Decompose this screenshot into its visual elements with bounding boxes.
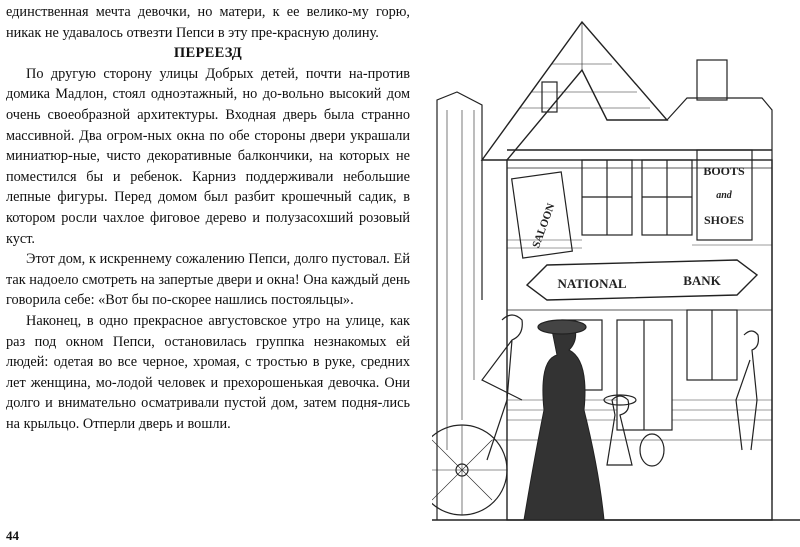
- shoes-sign-text: SHOES: [703, 213, 745, 227]
- intro-paragraph: единственная мечта девочки, но матери, к ее велико-му горю, никак не удавалось отвезти Пепси в эту пре-красную долину.: [6, 4, 410, 41]
- and-sign-text: and: [716, 190, 732, 201]
- paragraph-3: Наконец, в одно прекрасное августовское утро на улице, как раз под окном Пепси, остановилась группка незнакомых ей людей: одетая во все черное, хромая, с тростью в руке, средних лет женщина, мо-лодой человек и прехорошенькая девочка. Они долго и внимательно осматривали пустой дом, затем подня-лись на крыльцо. Отперли дверь и вошли.: [6, 312, 410, 432]
- book-text-column: [6, 2, 410, 434]
- woman-figure: [524, 321, 604, 520]
- man-figure: [482, 315, 522, 460]
- paragraph-1: По другую сторону улицы Добрых детей, почти на-против домика Мадлон, стоял одноэтажный, но до-вольно высокий дом очень своеобразной архитектуры. Входная дверь была странно массивной. Два огром-ных окна по обе стороны двери украшали миниатюр-ные, чисто декоративные балкончики, на которых не поместился бы и ребенок. Карниз поддерживали небольшие лепные фигуры. Перед домом был разбит крошечный садик, в котором росли чахлое фиговое дерево и полузасохший розовый куст.: [6, 65, 410, 247]
- left-building-outline: [437, 92, 482, 520]
- saloon-sign-text: SALOON: [530, 201, 558, 250]
- paragraph-2: Этот дом, к искреннему сожалению Пепси, долго пустовал. Ей так надоело смотреть на запертые двери и окна! Она каждый день говорила себе: «Вот бы по-скорее нашлись постояльцы».: [6, 251, 410, 309]
- bank-sign-text: BANK: [683, 273, 721, 288]
- boots-sign-text: BOOTS: [703, 164, 745, 178]
- page-number: 44: [6, 528, 19, 543]
- street-illustration: [432, 0, 800, 547]
- man-right-figure: [736, 331, 758, 450]
- building-roof: [482, 22, 667, 160]
- chimney-left: [542, 82, 557, 112]
- chimney-right: [697, 60, 727, 100]
- national-sign-text: NATIONAL: [557, 276, 627, 291]
- basket: [640, 434, 664, 466]
- chapter-heading: ПЕРЕЕЗД: [173, 45, 243, 62]
